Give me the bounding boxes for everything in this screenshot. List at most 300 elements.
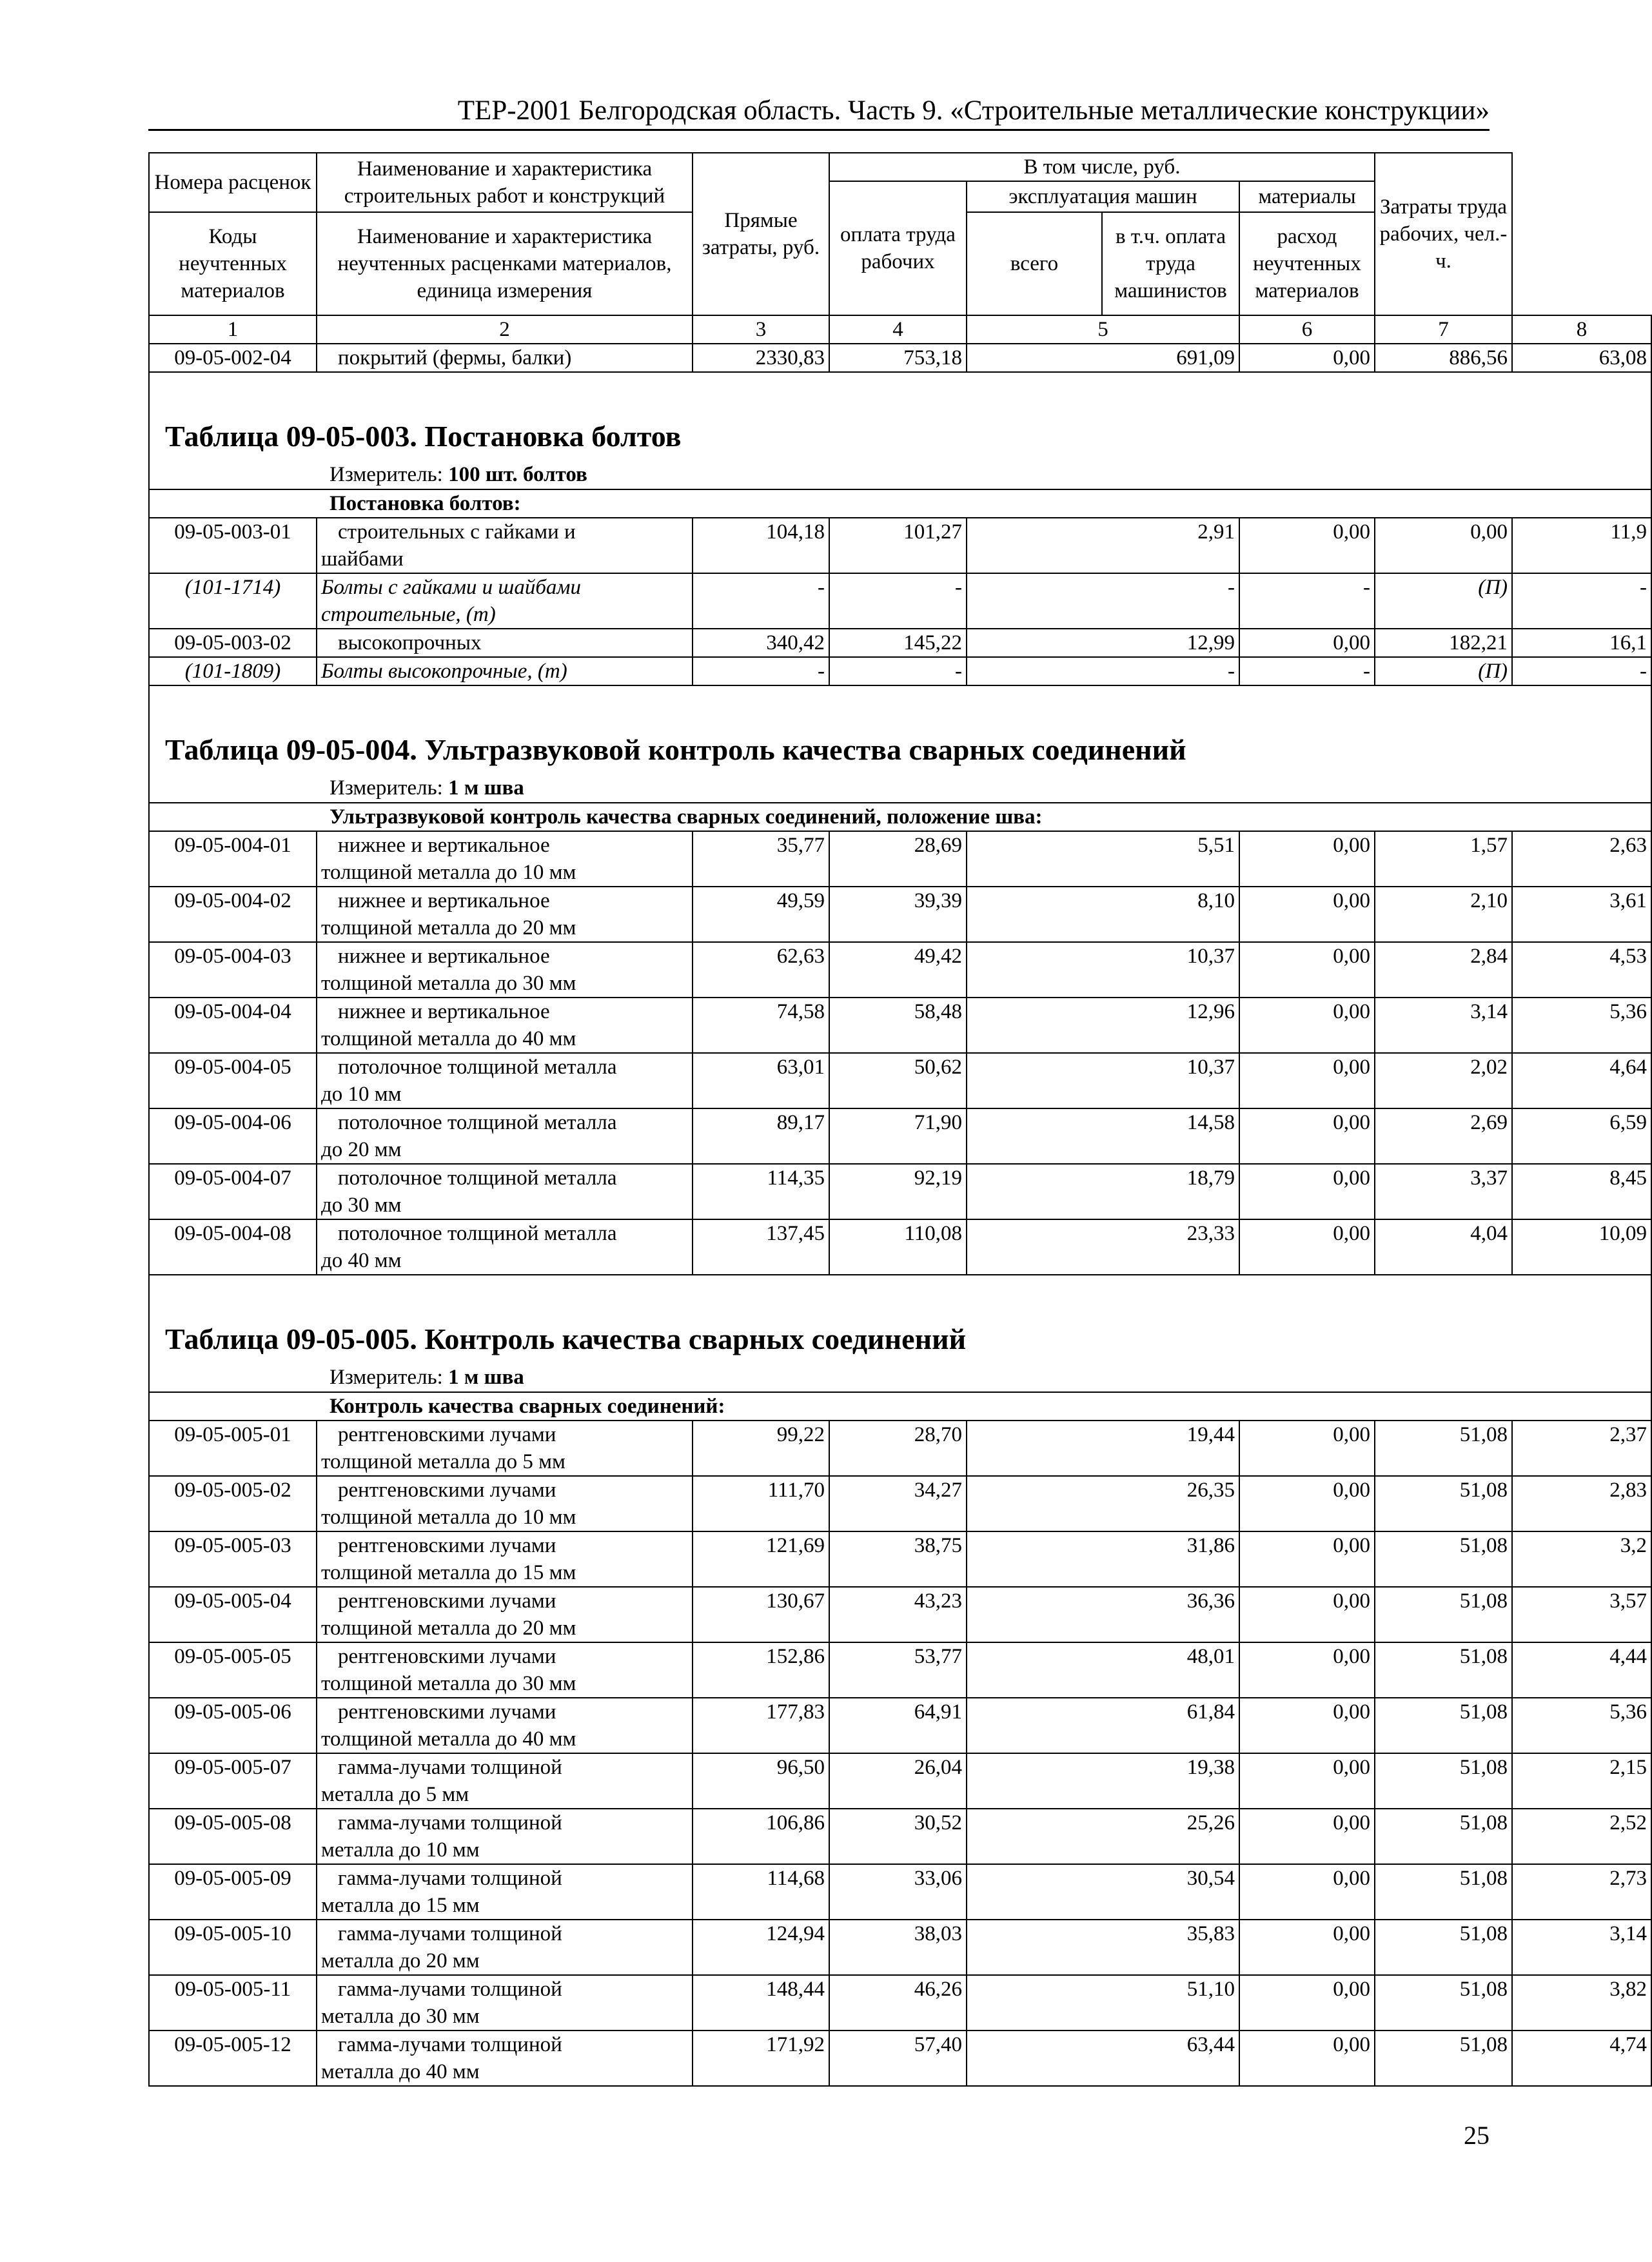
cell-labor-pay: 46,26 (829, 1975, 967, 2031)
row-code: 09-05-005-10 (149, 1920, 317, 1975)
cell-materials: 51,08 (1375, 1642, 1512, 1698)
cell-labor-pay: 145,22 (829, 629, 967, 657)
cell-labor-cost: 4,74 (1512, 2031, 1651, 2086)
cell-machinist-pay: 0,00 (1239, 518, 1375, 573)
row-name-line2: толщиной металла до 20 мм (321, 1617, 576, 1640)
row-name-line2: толщиной металла до 10 мм (321, 1506, 576, 1529)
row-name-line1: Болты высокопрочные, (т) (321, 660, 567, 683)
row-name-line1: гамма-лучами толщиной (338, 2033, 562, 2056)
cell-labor-pay: 38,03 (829, 1920, 967, 1975)
row-name-line2: металла до 20 мм (321, 1949, 480, 1972)
cell-labor-cost: 2,73 (1512, 1864, 1651, 1920)
section-title: Ультразвуковой контроль качества сварных соединений, положение шва: (317, 803, 1651, 831)
cell-direct: - (693, 573, 829, 629)
section-title: Постановка болтов: (317, 489, 1651, 518)
row-name-line1: гамма-лучами толщиной (338, 1756, 562, 1779)
cell-machines-total: 23,33 (967, 1219, 1239, 1275)
unit-spacer (149, 1363, 317, 1392)
row-name-line1: потолочное толщиной металла (338, 1222, 617, 1245)
cell-labor-cost: 11,9 (1512, 518, 1651, 573)
row-name-line1: нижнее и вертикальное (338, 1000, 550, 1023)
row-name-line2: до 30 мм (321, 1194, 402, 1217)
cell-direct: 148,44 (693, 1975, 829, 2031)
cell-machines-total: 61,84 (967, 1698, 1239, 1753)
cell-materials: 51,08 (1375, 1809, 1512, 1864)
cell-machinist-pay: 0,00 (1239, 1975, 1375, 2031)
cell-labor-pay: - (829, 573, 967, 629)
cell-direct: 124,94 (693, 1920, 829, 1975)
cell-materials: 4,04 (1375, 1219, 1512, 1275)
cell-machines-total: 19,38 (967, 1753, 1239, 1809)
table-row (149, 1698, 1651, 1753)
col-materials: материалы (1239, 181, 1375, 212)
cell-materials: 51,08 (1375, 1531, 1512, 1587)
cell-machines-total: - (967, 657, 1239, 685)
table-row (149, 2031, 1651, 2086)
column-numbers-row (149, 315, 1651, 344)
page-number: 25 (1464, 2121, 1490, 2150)
row-name (317, 1920, 693, 1975)
table-row (149, 1920, 1651, 1975)
cell-labor-pay: 753,18 (829, 344, 967, 372)
cell-machinist-pay: 0,00 (1239, 1642, 1375, 1698)
cell-machines-total: 19,44 (967, 1421, 1239, 1476)
row-name-line2: металла до 10 мм (321, 1838, 480, 1862)
cell-labor-cost: 4,64 (1512, 1053, 1651, 1108)
cell-machinist-pay: 0,00 (1239, 1053, 1375, 1108)
section-blank (149, 803, 317, 831)
row-name-line1: гамма-лучами толщиной (338, 1922, 562, 1945)
cell-machinist-pay: 0,00 (1239, 1531, 1375, 1587)
cell-labor-cost: 3,57 (1512, 1587, 1651, 1642)
cell-machines-total: 51,10 (967, 1975, 1239, 2031)
cell-machines-total: 12,96 (967, 998, 1239, 1053)
row-name (317, 1864, 693, 1920)
table-row (149, 1053, 1651, 1108)
gap-cell (149, 685, 1651, 713)
cell-materials: 51,08 (1375, 1920, 1512, 1975)
cell-machinist-pay: 0,00 (1239, 831, 1375, 887)
row-name-line2: шайбами (321, 547, 404, 571)
row-name-line1: рентгеновскими лучами (338, 1589, 556, 1613)
table-row (149, 942, 1651, 998)
cell-materials: 0,00 (1375, 518, 1512, 573)
row-name-line2: до 10 мм (321, 1083, 402, 1106)
row-name (317, 831, 693, 887)
table-unit-row (149, 774, 1651, 803)
row-code: 09-05-005-03 (149, 1531, 317, 1587)
table-title: Таблица 09-05-005. Контроль качества сварных соединений (149, 1303, 1651, 1363)
cell-materials: (П) (1375, 657, 1512, 685)
row-name-line1: рентгеновскими лучами (338, 1423, 556, 1446)
row-name (317, 942, 693, 998)
cell-labor-pay: - (829, 657, 967, 685)
cell-labor-pay: 33,06 (829, 1864, 967, 1920)
cell-materials: 51,08 (1375, 1753, 1512, 1809)
cell-materials: 2,84 (1375, 942, 1512, 998)
section-title: Контроль качества сварных соединений: (317, 1392, 1651, 1421)
cell-direct: 130,67 (693, 1587, 829, 1642)
row-name-line2: толщиной металла до 15 мм (321, 1561, 576, 1584)
cell-machinist-pay: 0,00 (1239, 2031, 1375, 2086)
row-code: 09-05-004-05 (149, 1053, 317, 1108)
unit-label: Измеритель: (329, 776, 443, 800)
cell-machinist-pay: 0,00 (1239, 942, 1375, 998)
cell-machines-total: 18,79 (967, 1164, 1239, 1219)
cell-labor-pay: 28,70 (829, 1421, 967, 1476)
col-machinist-pay: в т.ч. оплата труда машинистов (1102, 212, 1239, 315)
table-row (149, 1587, 1651, 1642)
table-row (149, 1531, 1651, 1587)
row-name (317, 1476, 693, 1531)
table-title-row (149, 400, 1651, 460)
cell-labor-pay: 43,23 (829, 1587, 967, 1642)
row-name-line1: гамма-лучами толщиной (338, 1978, 562, 2001)
row-code: (101-1809) (149, 657, 317, 685)
row-name (317, 518, 693, 573)
section-blank (149, 489, 317, 518)
cell-labor-cost: 2,15 (1512, 1753, 1651, 1809)
row-name (317, 1753, 693, 1809)
col-number: 4 (829, 315, 967, 344)
cell-direct: 74,58 (693, 998, 829, 1053)
cell-direct: 104,18 (693, 518, 829, 573)
cell-machinist-pay: 0,00 (1239, 344, 1375, 372)
table-row (149, 1753, 1651, 1809)
cell-machinist-pay: 0,00 (1239, 887, 1375, 942)
cell-machines-total: 36,36 (967, 1587, 1239, 1642)
cell-labor-pay: 64,91 (829, 1698, 967, 1753)
table-gap (149, 1275, 1651, 1303)
table-row (149, 629, 1651, 657)
table-row (149, 887, 1651, 942)
cell-labor-pay: 58,48 (829, 998, 967, 1053)
col-name-bottom: Наименование и характеристика неучтенных расценками материалов, единица измерения (317, 212, 693, 315)
cell-direct: 35,77 (693, 831, 829, 887)
cell-direct: 106,86 (693, 1809, 829, 1864)
cell-materials: 51,08 (1375, 1975, 1512, 2031)
cell-labor-cost: 3,14 (1512, 1920, 1651, 1975)
gap-cell (149, 1275, 1651, 1303)
table-row (149, 1476, 1651, 1531)
row-name-line2: до 40 мм (321, 1249, 402, 1272)
row-name-line1: рентгеновскими лучами (338, 1645, 556, 1668)
cell-labor-cost: 2,63 (1512, 831, 1651, 887)
row-name (317, 629, 693, 657)
cell-materials: 51,08 (1375, 1476, 1512, 1531)
cell-labor-cost: 8,45 (1512, 1164, 1651, 1219)
cell-machinist-pay: 0,00 (1239, 629, 1375, 657)
cell-machines-total: 48,01 (967, 1642, 1239, 1698)
col-name-top: Наименование и характеристика строительных работ и конструкций (317, 153, 693, 212)
row-code: 09-05-005-01 (149, 1421, 317, 1476)
cell-machines-total: 30,54 (967, 1864, 1239, 1920)
cell-materials: 3,37 (1375, 1164, 1512, 1219)
table-row (149, 1642, 1651, 1698)
cell-machines-total: 63,44 (967, 2031, 1239, 2086)
row-code: 09-05-004-06 (149, 1108, 317, 1164)
material-row (149, 573, 1651, 629)
unit-spacer (149, 774, 317, 803)
table-header (149, 153, 1651, 344)
cell-machinist-pay: 0,00 (1239, 998, 1375, 1053)
row-name-line1: гамма-лучами толщиной (338, 1811, 562, 1834)
section-row (149, 1392, 1651, 1421)
cell-machinist-pay: 0,00 (1239, 1164, 1375, 1219)
unit-label: Измеритель: (329, 1366, 443, 1389)
row-name-line2: металла до 30 мм (321, 2005, 480, 2028)
cell-labor-pay: 110,08 (829, 1219, 967, 1275)
row-code: 09-05-005-05 (149, 1642, 317, 1698)
row-name-line1: строительных с гайками и (338, 520, 576, 544)
cell-direct: 62,63 (693, 942, 829, 998)
cell-materials: 2,69 (1375, 1108, 1512, 1164)
cell-machines-total: 14,58 (967, 1108, 1239, 1164)
cell-direct: 111,70 (693, 1476, 829, 1531)
running-header: ТЕР-2001 Белгородская область. Часть 9. «Строительные металлические конструкции» (457, 95, 1490, 126)
cell-machinist-pay: - (1239, 657, 1375, 685)
row-name-line1: Болты с гайками и шайбами (321, 576, 581, 599)
col-number: 2 (317, 315, 693, 344)
row-name-line1: рентгеновскими лучами (338, 1479, 556, 1502)
col-codes-top: Номера расценок (149, 153, 317, 212)
cell-machines-total: 8,10 (967, 887, 1239, 942)
col-number: 7 (1375, 315, 1512, 344)
cell-labor-cost: 5,36 (1512, 998, 1651, 1053)
table-row (149, 1421, 1651, 1476)
row-name-line1: потолочное толщиной металла (338, 1111, 617, 1134)
table-gap (149, 372, 1651, 400)
col-number: 5 (967, 315, 1239, 344)
cell-labor-pay: 49,42 (829, 942, 967, 998)
table-row (149, 1809, 1651, 1864)
table-title-row (149, 713, 1651, 774)
row-name (317, 1219, 693, 1275)
row-code: 09-05-005-04 (149, 1587, 317, 1642)
cell-labor-cost: 3,82 (1512, 1975, 1651, 2031)
row-code: (101-1714) (149, 573, 317, 629)
row-name-line2: толщиной металла до 20 мм (321, 916, 576, 939)
cell-labor-pay: 92,19 (829, 1164, 967, 1219)
cell-materials: 1,57 (1375, 831, 1512, 887)
cell-direct: 152,86 (693, 1642, 829, 1698)
row-name (317, 1421, 693, 1476)
cell-labor-cost: 2,52 (1512, 1809, 1651, 1864)
row-code: 09-05-004-03 (149, 942, 317, 998)
col-labor-cost: Затраты труда рабочих, чел.-ч. (1375, 153, 1512, 315)
cell-materials: 2,02 (1375, 1053, 1512, 1108)
material-row (149, 657, 1651, 685)
cell-labor-pay: 50,62 (829, 1053, 967, 1108)
cell-machines-total: 26,35 (967, 1476, 1239, 1531)
table-title: Таблица 09-05-003. Постановка болтов (149, 400, 1651, 460)
row-name (317, 344, 693, 372)
row-name (317, 1698, 693, 1753)
row-name-line2: толщиной металла до 5 мм (321, 1450, 565, 1473)
row-name (317, 657, 693, 685)
row-name-line2: толщиной металла до 30 мм (321, 1672, 576, 1695)
cell-materials: 3,14 (1375, 998, 1512, 1053)
cell-machines-total: 691,09 (967, 344, 1239, 372)
cell-direct: 2330,83 (693, 344, 829, 372)
row-name (317, 2031, 693, 2086)
cell-labor-cost: 63,08 (1512, 344, 1651, 372)
cell-machines-total: 12,99 (967, 629, 1239, 657)
col-number: 3 (693, 315, 829, 344)
cell-machinist-pay: 0,00 (1239, 1920, 1375, 1975)
table-row (149, 1108, 1651, 1164)
cell-direct: 177,83 (693, 1698, 829, 1753)
cell-materials: 51,08 (1375, 1587, 1512, 1642)
row-name (317, 1531, 693, 1587)
table-unit-row (149, 1363, 1651, 1392)
row-name-line1: потолочное толщиной металла (338, 1056, 617, 1079)
cell-machinist-pay: 0,00 (1239, 1421, 1375, 1476)
cell-labor-pay: 26,04 (829, 1753, 967, 1809)
cell-labor-pay: 39,39 (829, 887, 967, 942)
cell-direct: 89,17 (693, 1108, 829, 1164)
row-name-line2: толщиной металла до 10 мм (321, 861, 576, 884)
cell-machinist-pay: 0,00 (1239, 1476, 1375, 1531)
row-name-line1: нижнее и вертикальное (338, 834, 550, 857)
cell-materials: 886,56 (1375, 344, 1512, 372)
cell-direct: 49,59 (693, 887, 829, 942)
row-name (317, 1975, 693, 2031)
cell-materials: 51,08 (1375, 2031, 1512, 2086)
cell-labor-cost: 5,36 (1512, 1698, 1651, 1753)
row-name-line2: металла до 15 мм (321, 1894, 480, 1917)
price-table (148, 152, 1652, 2087)
cell-labor-pay: 30,52 (829, 1809, 967, 1864)
table-row (149, 1864, 1651, 1920)
cell-labor-pay: 38,75 (829, 1531, 967, 1587)
row-code: 09-05-005-08 (149, 1809, 317, 1864)
cell-labor-cost: 10,09 (1512, 1219, 1651, 1275)
unit-value: 1 м шва (448, 1366, 524, 1389)
cell-labor-pay: 101,27 (829, 518, 967, 573)
cell-direct: 114,68 (693, 1864, 829, 1920)
row-code: 09-05-004-01 (149, 831, 317, 887)
row-name-line1: потолочное толщиной металла (338, 1166, 617, 1190)
unit-value: 1 м шва (448, 776, 524, 800)
cell-labor-cost: 6,59 (1512, 1108, 1651, 1164)
col-direct: Прямые затраты, руб. (693, 153, 829, 315)
row-name-line2: до 20 мм (321, 1138, 402, 1161)
unit-value: 100 шт. болтов (448, 463, 587, 486)
row-name-line1: рентгеновскими лучами (338, 1534, 556, 1557)
row-name-text: покрытий (фермы, балки) (338, 346, 572, 369)
table-gap (149, 685, 1651, 713)
row-name (317, 573, 693, 629)
cell-materials: 51,08 (1375, 1421, 1512, 1476)
table-title-row (149, 1303, 1651, 1363)
section-row (149, 803, 1651, 831)
cell-machines-total: - (967, 573, 1239, 629)
table-unit-row (149, 460, 1651, 489)
cell-machinist-pay: 0,00 (1239, 1753, 1375, 1809)
row-name-line2: толщиной металла до 30 мм (321, 972, 576, 995)
cell-direct: 99,22 (693, 1421, 829, 1476)
header-rule (148, 129, 1490, 131)
cell-labor-cost: 2,37 (1512, 1421, 1651, 1476)
row-code: 09-05-005-09 (149, 1864, 317, 1920)
table-row (149, 344, 1651, 372)
row-code: 09-05-004-04 (149, 998, 317, 1053)
cell-direct: 96,50 (693, 1753, 829, 1809)
cell-machinist-pay: - (1239, 573, 1375, 629)
row-code: 09-05-005-06 (149, 1698, 317, 1753)
row-code: 09-05-004-07 (149, 1164, 317, 1219)
row-code: 09-05-003-02 (149, 629, 317, 657)
row-name (317, 1108, 693, 1164)
table-row (149, 1164, 1651, 1219)
row-name-line2: металла до 40 мм (321, 2060, 480, 2083)
row-name-line1: высокопрочных (338, 631, 482, 654)
cell-labor-pay: 34,27 (829, 1476, 967, 1531)
cell-labor-cost: 3,61 (1512, 887, 1651, 942)
row-name (317, 1587, 693, 1642)
table-row (149, 831, 1651, 887)
cell-direct: 114,35 (693, 1164, 829, 1219)
cell-materials: 2,10 (1375, 887, 1512, 942)
row-code: 09-05-004-02 (149, 887, 317, 942)
cell-machinist-pay: 0,00 (1239, 1809, 1375, 1864)
row-name-line2: металла до 5 мм (321, 1783, 469, 1806)
cell-direct: 137,45 (693, 1219, 829, 1275)
row-code: 09-05-003-01 (149, 518, 317, 573)
row-code: 09-05-005-02 (149, 1476, 317, 1531)
row-name (317, 1642, 693, 1698)
table-unit (317, 774, 1651, 803)
row-code: 09-05-002-04 (149, 344, 317, 372)
row-name-line2: толщиной металла до 40 мм (321, 1027, 576, 1050)
table-title: Таблица 09-05-004. Ультразвуковой контроль качества сварных соединений (149, 713, 1651, 774)
cell-labor-cost: 2,83 (1512, 1476, 1651, 1531)
cell-machinist-pay: 0,00 (1239, 1108, 1375, 1164)
cell-labor-cost: - (1512, 573, 1651, 629)
row-name-line1: нижнее и вертикальное (338, 889, 550, 912)
cell-machines-total: 10,37 (967, 942, 1239, 998)
cell-direct: 340,42 (693, 629, 829, 657)
cell-direct: 171,92 (693, 2031, 829, 2086)
col-number: 1 (149, 315, 317, 344)
section-blank (149, 1392, 317, 1421)
col-machines: эксплуатация машин (967, 181, 1239, 212)
row-code: 09-05-004-08 (149, 1219, 317, 1275)
cell-machines-total: 31,86 (967, 1531, 1239, 1587)
cell-labor-cost: - (1512, 657, 1651, 685)
table-unit (317, 460, 1651, 489)
cell-labor-cost: 4,44 (1512, 1642, 1651, 1698)
cell-machines-total: 5,51 (967, 831, 1239, 887)
cell-direct: 121,69 (693, 1531, 829, 1587)
cell-machines-total: 35,83 (967, 1920, 1239, 1975)
cell-machines-total: 25,26 (967, 1809, 1239, 1864)
row-name-line1: нижнее и вертикальное (338, 945, 550, 968)
row-code: 09-05-005-12 (149, 2031, 317, 2086)
cell-labor-pay: 28,69 (829, 831, 967, 887)
table-row (149, 998, 1651, 1053)
row-code: 09-05-005-11 (149, 1975, 317, 2031)
cell-labor-pay: 53,77 (829, 1642, 967, 1698)
row-code: 09-05-005-07 (149, 1753, 317, 1809)
row-name-line1: рентгеновскими лучами (338, 1700, 556, 1724)
gap-cell (149, 372, 1651, 400)
cell-labor-cost: 3,2 (1512, 1531, 1651, 1587)
unit-label: Измеритель: (329, 463, 443, 486)
cell-materials: 51,08 (1375, 1864, 1512, 1920)
col-materials-unaccounted: расход неучтенных материалов (1239, 212, 1375, 315)
